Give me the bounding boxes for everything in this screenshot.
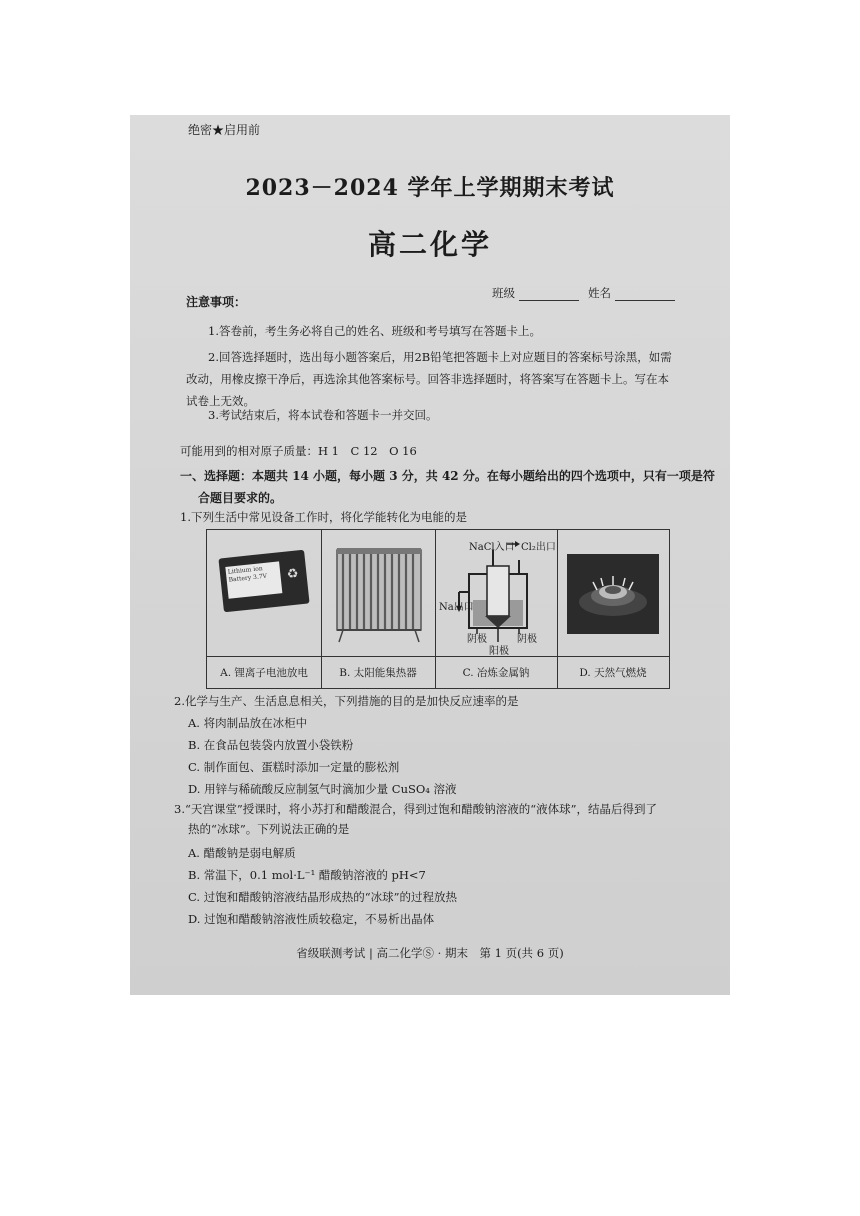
confidential-label: 绝密★启用前 xyxy=(188,123,261,137)
notice-item-2-cont: 改动，用橡皮擦干净后，再选涂其他答案标号。回答非选择题时，将答案写在答题卡上。写在本 xyxy=(186,372,669,386)
exam-page xyxy=(130,115,730,995)
name-field xyxy=(588,285,675,301)
exam-title: 2023－2024 学年上学期期末考试 xyxy=(245,175,615,201)
battery-label-text: Lithium ion Battery 3.7V xyxy=(225,561,282,598)
cl2-outlet-label: Cl₂出口 xyxy=(521,542,556,553)
gas-burner-image xyxy=(557,530,669,656)
anode-label: 阳极 xyxy=(489,646,509,657)
nacl-inlet-label: NaCl入口 xyxy=(469,542,515,553)
question-1-table xyxy=(206,529,670,689)
question-3-option-b: B. 常温下，0.1 mol·L⁻¹ 醋酸钠溶液的 pH<7 xyxy=(188,868,426,882)
option-d-caption: D. 天然气燃烧 xyxy=(579,667,647,679)
question-2-option-d: D. 用锌与稀硫酸反应制氢气时滴加少量 CuSO₄ 溶液 xyxy=(188,782,457,796)
solar-collector-image xyxy=(333,542,425,646)
question-3-stem: 3.“天宫课堂”授课时，将小苏打和醋酸混合，得到过饱和醋酸钠溶液的“液体球”，结晶后得到了 xyxy=(174,802,657,816)
question-3-option-c: C. 过饱和醋酸钠溶液结晶形成热的“冰球”的过程放热 xyxy=(188,890,457,904)
class-field xyxy=(492,285,579,301)
na-outlet-label: Na出口 xyxy=(439,602,474,613)
option-b-caption: B. 太阳能集热器 xyxy=(339,667,417,679)
lithium-battery-image xyxy=(218,550,309,613)
cathode-left-label: 阴极 xyxy=(467,634,487,645)
notice-item-3: 3.考试结束后，将本试卷和答题卡一并交回。 xyxy=(208,408,438,422)
question-3-stem-cont: 热的“冰球”。下列说法正确的是 xyxy=(188,822,350,836)
section-1-header: 一、选择题：本题共 14 小题，每小题 3 分，共 42 分。在每小题给出的四个选项中，只有一项是符 xyxy=(180,469,715,483)
class-blank xyxy=(519,289,579,301)
class-label: 班级 xyxy=(492,286,515,300)
notice-item-1: 1.答卷前，考生务必将自己的姓名、班级和考号填写在答题卡上。 xyxy=(208,324,541,338)
question-2-stem: 2.化学与生产、生活息息相关，下列措施的目的是加快反应速率的是 xyxy=(174,694,519,708)
option-c-caption: C. 冶炼金属钠 xyxy=(462,667,530,679)
page-footer: 省级联测考试 | 高二化学Ⓢ · 期末 第 1 页(共 6 页) xyxy=(296,946,564,960)
question-3-option-d: D. 过饱和醋酸钠溶液性质较稳定，不易析出晶体 xyxy=(188,912,435,926)
question-2-option-b: B. 在食品包装袋内放置小袋铁粉 xyxy=(188,738,354,752)
exam-subject: 高二化学 xyxy=(367,228,492,261)
atomic-mass-line: 可能用到的相对原子质量：H 1 C 12 O 16 xyxy=(180,444,417,458)
name-blank xyxy=(615,289,675,301)
notice-item-2: 2.回答选择题时，选出每小题答案后，用2B铅笔把答题卡上对应题目的答案标号涂黑，如需 xyxy=(208,350,672,364)
name-label: 姓名 xyxy=(588,286,611,300)
question-2-option-c: C. 制作面包、蛋糕时添加一定量的膨松剂 xyxy=(188,760,400,774)
section-1-header-cont: 合题目要求的。 xyxy=(198,491,283,505)
notice-heading: 注意事项： xyxy=(186,295,247,309)
question-1-stem: 1.下列生活中常见设备工作时，将化学能转化为电能的是 xyxy=(180,510,467,524)
option-a-caption: A. 锂离子电池放电 xyxy=(220,667,308,679)
notice-item-2-end: 试卷上无效。 xyxy=(186,394,255,408)
question-1-caption-row xyxy=(207,656,669,689)
question-3-option-a: A. 醋酸钠是弱电解质 xyxy=(188,846,296,860)
cathode-right-label: 阴极 xyxy=(517,634,537,645)
recycle-icon: ♻ xyxy=(286,566,300,583)
question-2-option-a: A. 将肉制品放在冰柜中 xyxy=(188,716,308,730)
